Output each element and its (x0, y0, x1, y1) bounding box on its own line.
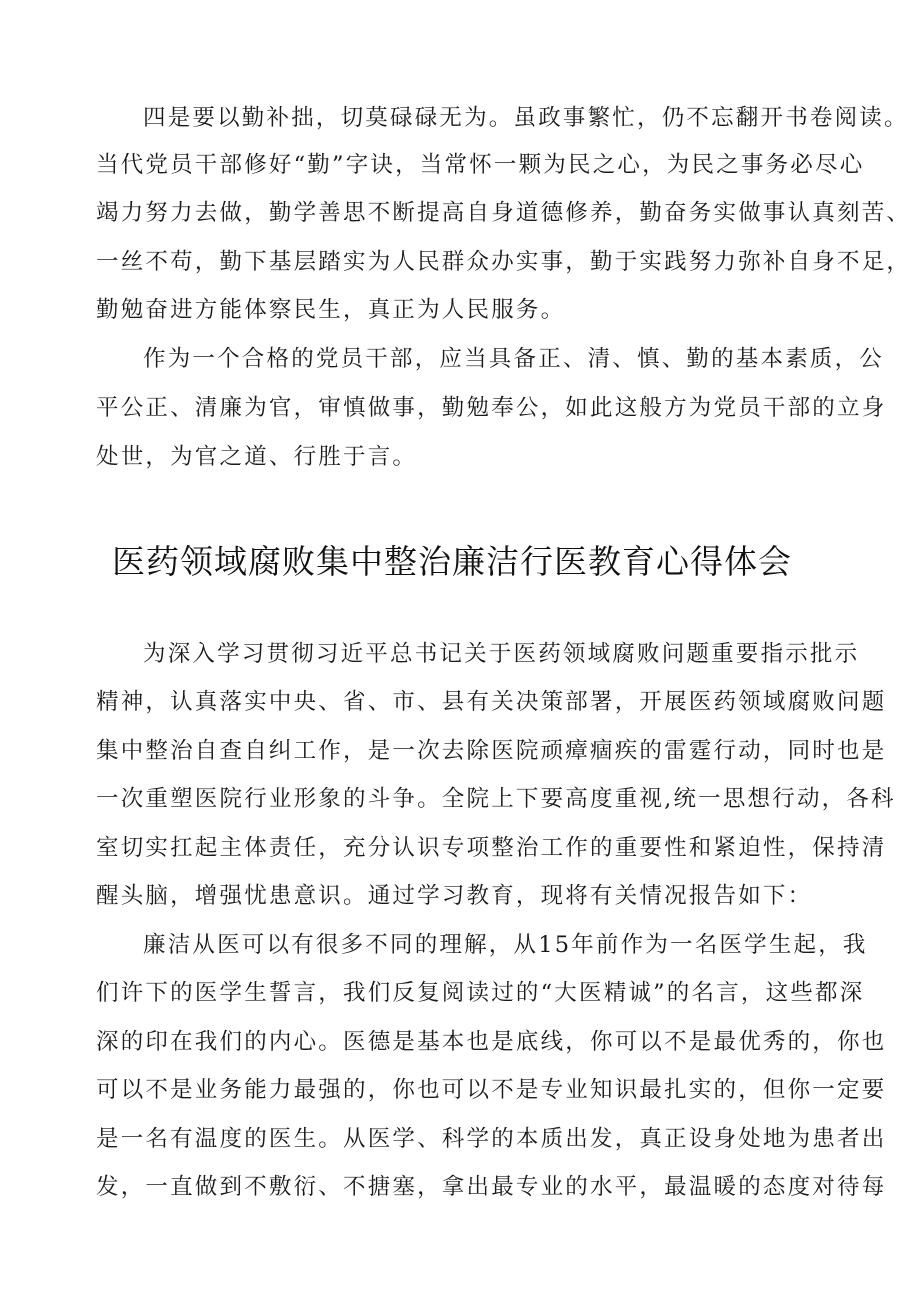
paragraph-line: 醒头脑，增强忧患意识。通过学习教育，现将有关情况报告如下： (96, 883, 813, 909)
paragraph-line: 发，一直做到不敷衍、不搪塞，拿出最专业的水平，最温暖的态度对待每 (96, 1174, 887, 1200)
paragraph-line: 平公正、清廉为官，审慎做事，勤勉奉公，如此这般方为党员干部的立身 (96, 395, 887, 421)
paragraph-line: 勤勉奋进方能体察民生，真正为人民服务。 (96, 297, 566, 323)
paragraph-line: 一次重塑医院行业形象的斗争。全院上下要高度重视,统一思想行动，各科 (96, 786, 896, 812)
paragraph-line: 处世，为官之道、行胜于言。 (96, 444, 418, 470)
paragraph-line: 竭力努力去做，勤学善思不断提高自身道德修养，勤奋务实做事认真刻苦、 (96, 200, 912, 226)
paragraph-line: 四是要以勤补拙，切莫碌碌无为。虽政事繁忙，仍不忘翻开书卷阅读。 (143, 105, 909, 131)
paragraph-line: 深的印在我们的内心。医德是基本也是底线，你可以不是最优秀的，你也 (96, 1029, 887, 1055)
paragraph-line: 室切实扛起主体责任，充分认识专项整治工作的重要性和紧迫性，保持清 (96, 835, 887, 861)
paragraph-line: 是一名有温度的医生。从医学、科学的本质出发，真正设身处地为患者出 (96, 1126, 887, 1152)
paragraph-line: 为深入学习贯彻习近平总书记关于医药领域腐败问题重要指示批示 (143, 641, 860, 667)
paragraph-line: 一丝不苟，勤下基层踏实为人民群众办实事，勤于实践努力弥补自身不足， (96, 249, 912, 275)
paragraph-line: 当代党员干部修好“勤”字诀，当常怀一颗为民之心，为民之事务必尽心 (96, 152, 865, 178)
paragraph-line: 集中整治自查自纠工作，是一次去除医院顽瘴痼疾的雷霆行动，同时也是 (96, 738, 887, 764)
paragraph-line: 们许下的医学生誓言，我们反复阅读过的“大医精诚”的名言，这些都深 (96, 980, 865, 1006)
article-heading: 医药领域腐败集中整治廉洁行医教育心得体会 (112, 542, 792, 581)
paragraph-line: 可以不是业务能力最强的，你也可以不是专业知识最扎实的，但你一定要 (96, 1077, 887, 1103)
paragraph-line: 精神，认真落实中央、省、市、县有关决策部署，开展医药领域腐败问题 (96, 689, 887, 715)
paragraph-line: 廉洁从医可以有很多不同的理解，从15年前作为一名医学生起，我 (143, 932, 868, 958)
paragraph-line: 作为一个合格的党员干部，应当具备正、清、慎、勤的基本素质，公 (143, 346, 885, 372)
